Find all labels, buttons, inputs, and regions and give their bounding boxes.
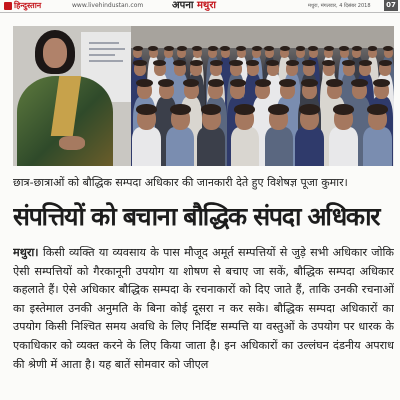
audience-hair (299, 104, 320, 114)
audience-hair (367, 104, 388, 114)
paper-name: हिन्दुस्तान (14, 1, 42, 10)
audience-member (363, 127, 392, 166)
section-title (172, 0, 216, 12)
article-text: किसी व्यक्ति या व्यवसाय के पास मौजूद अमूर्त सम्पत्तियों से जुड़े सभी अधिकार जोकि ऐसी सम्पत्तियों को गैरकानूनी उपयोग या शोषण से बचाए जा सकें, बौद्धिक सम्पदा अधिकार कहलाते हैं। ऐसे अधिकार बौद्धिक सम्पदा के रचनाकारों को दिए जाते हैं, ताकि उनकी रचनाओं का इस्तेमाल उनकी अनुमति के बिना कोई दूसरा न कर सके। बौद्धिक सम्पदा अधिकारों का उपयोग किसी निश्चित समय अवधि के लिए निर्दिष्ट सम्पत्ति या वस्तुओं के उपयोग पर धारक के एकाधिकार को व्यक्त करने के लिए किया जाता है। इन अधिकारों का उल्लंघन दंडनीय अपराध की श्रेणी में आता है। यह बातें सोमवार को जीएल (13, 246, 394, 371)
audience-hair (136, 104, 157, 114)
masthead-bar (0, 0, 400, 13)
photo-caption: छात्र-छात्राओं को बौद्धिक सम्पदा अधिकार की जानकारी देते हुए विशेषज्ञ पूजा कुमार। (13, 176, 348, 189)
article-body (13, 244, 394, 400)
audience-hair (373, 79, 390, 87)
audience-member (166, 127, 195, 166)
audience-hair (302, 60, 315, 67)
audience-member (197, 127, 226, 166)
audience-hair (136, 79, 153, 87)
speaker-face (43, 38, 67, 68)
audience-hair (210, 60, 223, 67)
audience-hair (133, 46, 143, 51)
website-url: www.livehindustan.com (72, 2, 144, 9)
audience-hair (252, 46, 262, 51)
audience-hair (201, 104, 222, 114)
audience-hair (268, 104, 289, 114)
audience-hair (324, 46, 334, 51)
section-prefix: अपना (172, 0, 194, 11)
speaker-area (13, 26, 131, 166)
audience-hair (208, 46, 218, 51)
issue-dateline: मथुरा, मंगलवार, 4 दिसंबर 2018 (308, 3, 371, 9)
newspaper-logo (4, 0, 41, 12)
audience-member (265, 127, 294, 166)
classroom-photo (13, 26, 394, 166)
audience-hair (170, 104, 191, 114)
audience-hair (333, 104, 354, 114)
article-dateline: मथुरा। (13, 246, 39, 259)
section-city: मथुरा (196, 0, 217, 11)
audience-hair (234, 104, 255, 114)
logo-icon (4, 2, 12, 10)
audience-member (295, 127, 324, 166)
audience-hair (133, 60, 146, 67)
audience-hair (280, 46, 290, 51)
audience-hair (177, 46, 187, 51)
audience-hair (286, 60, 299, 67)
audience-member (231, 127, 260, 166)
page-number: 07 (384, 0, 398, 11)
speaker-hands (59, 136, 85, 150)
audience-hair (379, 60, 392, 67)
audience-hair (190, 60, 203, 67)
audience-hair (351, 79, 368, 87)
audience-hair (359, 60, 372, 67)
article-headline: संपत्तियों को बचाना बौद्धिक संपदा अधिकार (13, 202, 380, 231)
audience-member (132, 127, 161, 166)
audience-member (329, 127, 358, 166)
hall-ceiling (131, 26, 394, 48)
audience-hair (266, 60, 279, 67)
audience-hair (229, 60, 242, 67)
audience-hair (326, 79, 343, 87)
